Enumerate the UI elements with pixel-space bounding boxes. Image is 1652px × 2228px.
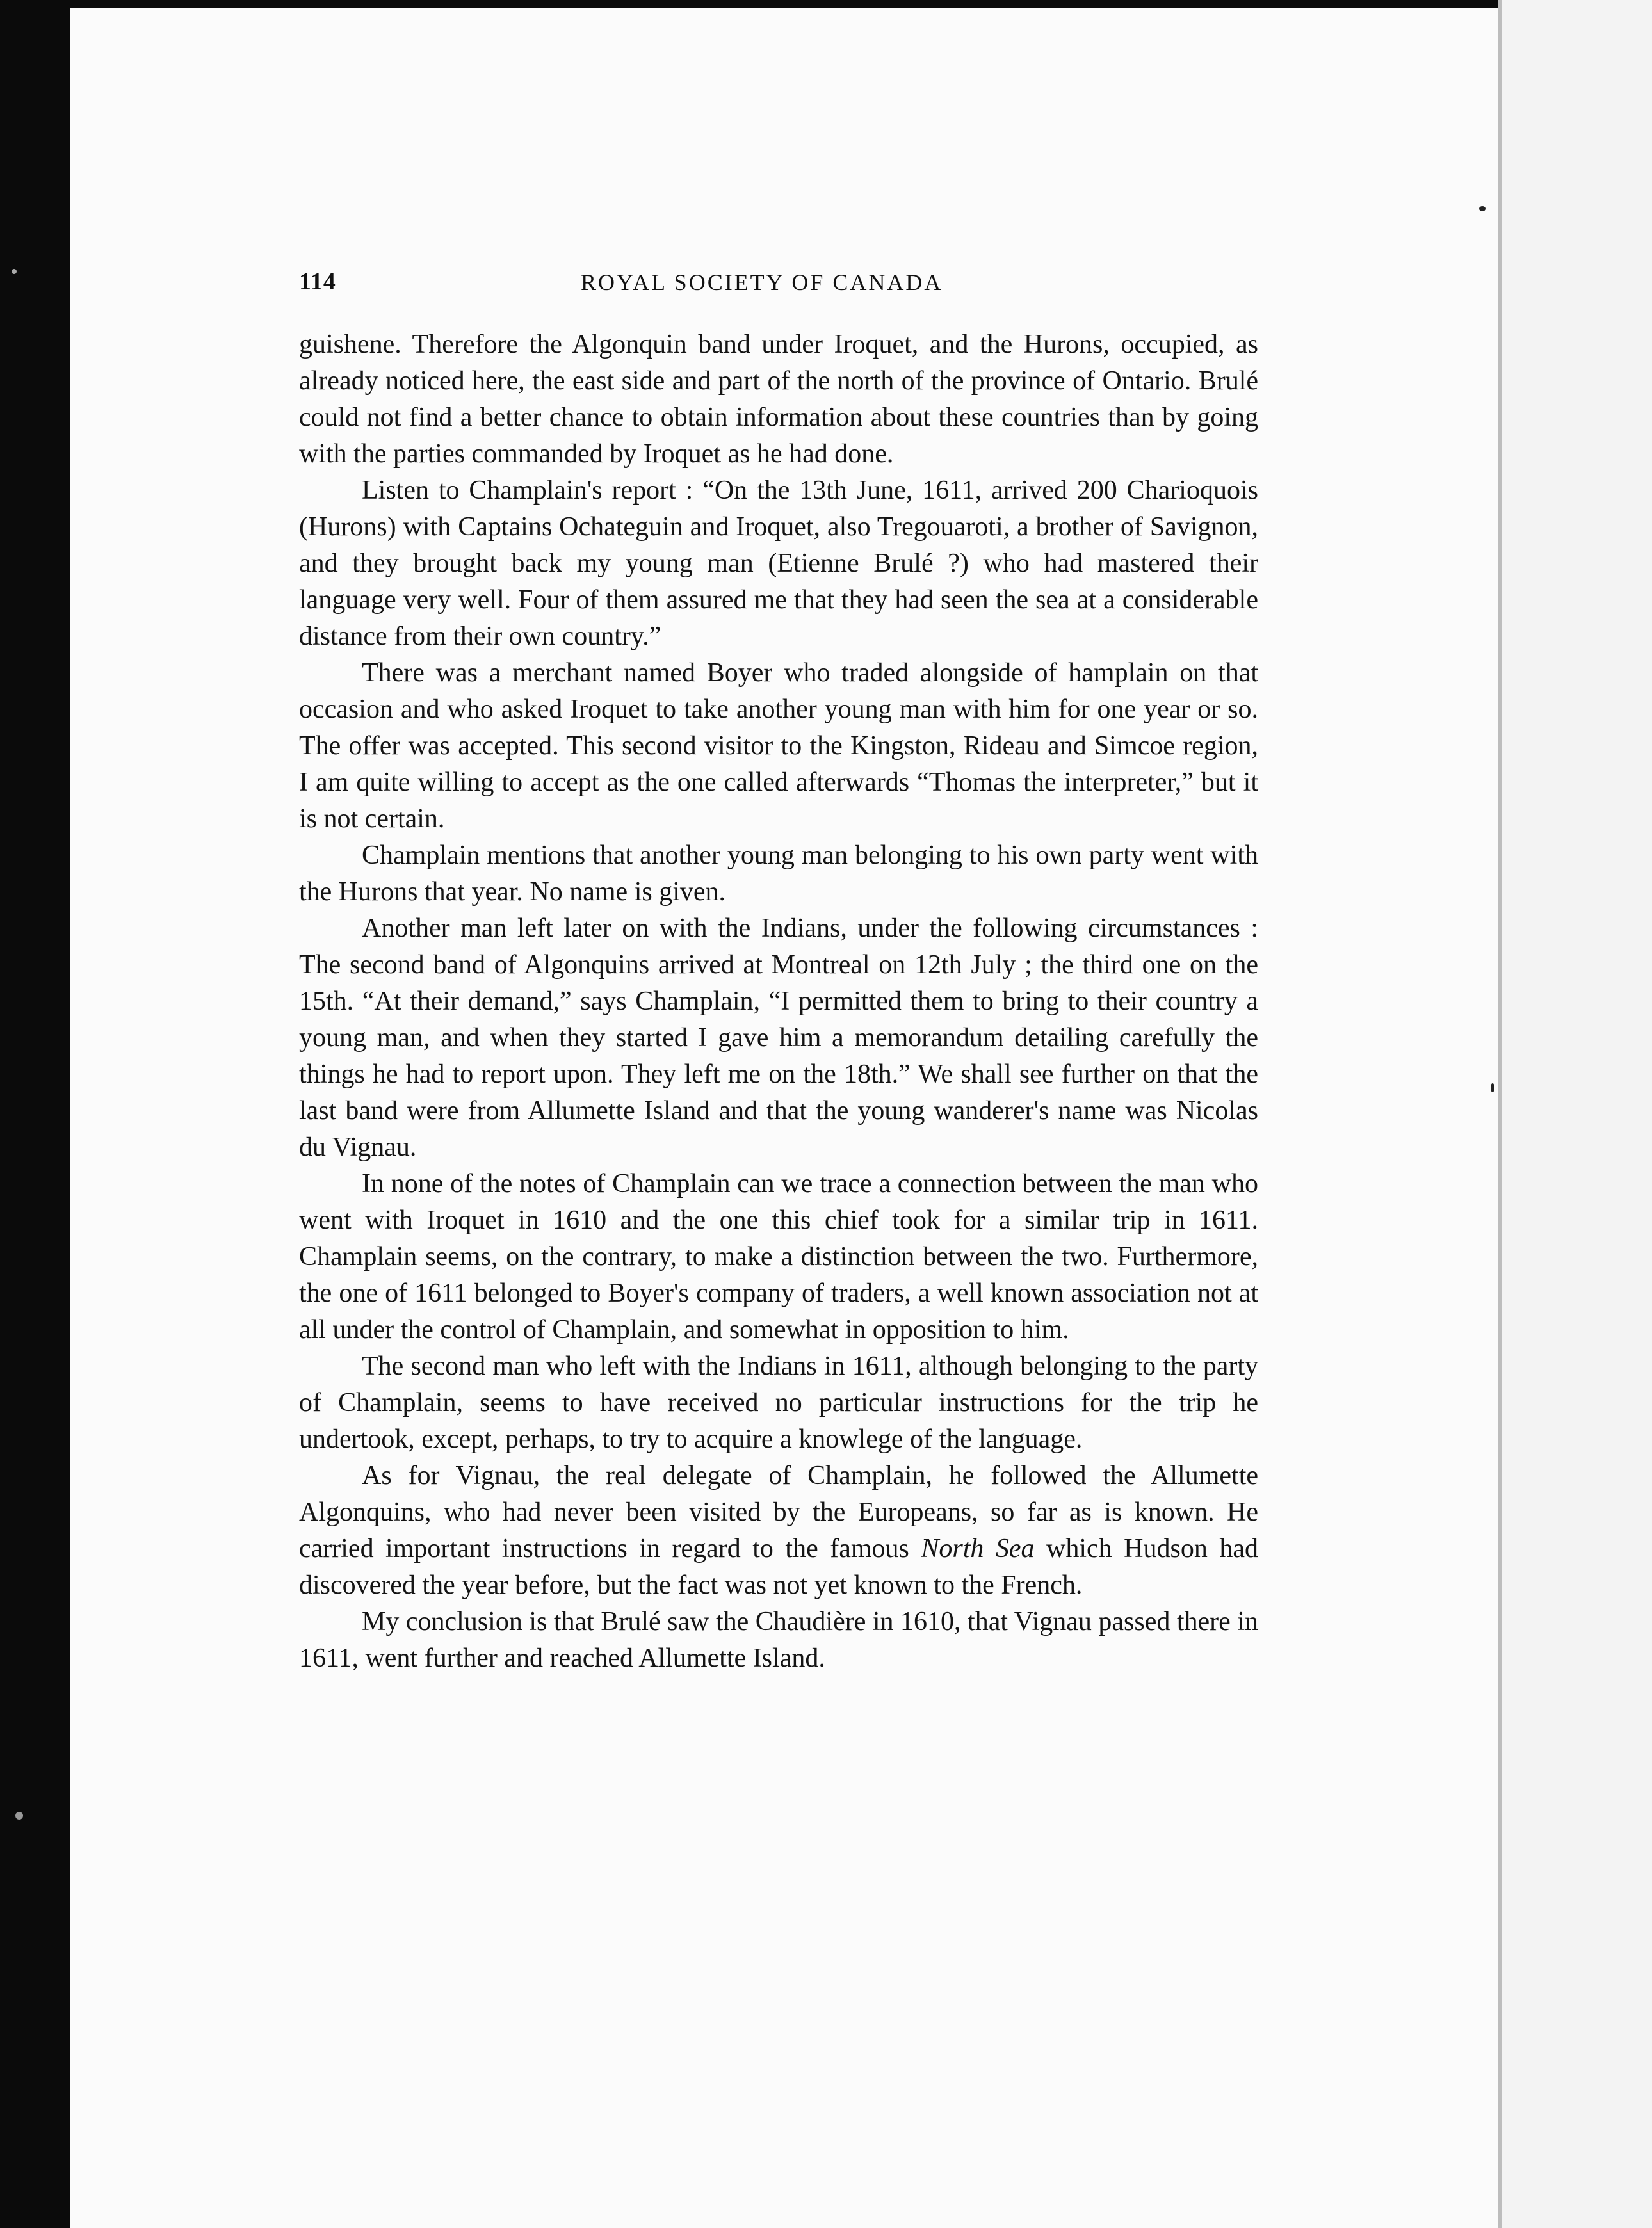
paragraph: Another man left later on with the Indians, under the following circumstances : The second band of Algonquins arrived at Montreal on 12th July ; the third one on the 15th. “At their demand,” says Champlain, “I permitted them to bring to their country a young man, and when they started I gave him a memorandum detailing carefully the things he had to report upon. They left me on the 18th.” We shall see further on that the last band were from Allumette Island and that the young wanderer's name was Nicolas du Vignau. [299, 914, 1258, 1162]
paragraph: In none of the notes of Champlain can we trace a connection between the man who went with Iroquet in 1610 and the one this chief took for a similar trip in 1611. Champlain seems, on the contrary, to make a distinction between the two. Furthermore, the one of 1611 belonged to Boyer's company of traders, a well known association not at all under the control of Champlain, and somewhat in opposition to him. [299, 1169, 1258, 1344]
running-head: ROYAL SOCIETY OF CANADA [581, 270, 943, 295]
paragraph-vignau [299, 1458, 1258, 1604]
paragraph: The second man who left with the Indians in 1611, although belonging to the party of Champlain, seems to have received no particular instructions for the trip he undertook, except, perhaps, to try to acquire a knowlege of the language. [299, 1352, 1258, 1454]
page-number: 114 [299, 268, 336, 295]
paragraph-text: which Hudson had discovered the year before, but the fact was not yet known to the French. [299, 1534, 1258, 1600]
body-text [299, 327, 1258, 1677]
facing-page-edge [1502, 0, 1652, 2228]
scan-speck [15, 1812, 23, 1820]
page-header [299, 268, 1259, 312]
paragraph: guishene. Therefore the Algonquin band under Iroquet, and the Hurons, occupied, as already noticed here, the east side and part of the north of the province of Ontario. Brulé could not find a better chance to obtain information about these countries than by going with the parties commanded by Iroquet as he had done. [299, 330, 1258, 469]
paragraph-conclusion: My conclusion is that Brulé saw the Chaudière in 1610, that Vignau passed there in 1611, went further and reached Allumette Island. [299, 1607, 1258, 1673]
paragraph: There was a merchant named Boyer who traded alongside of hamplain on that occasion and who asked Iroquet to take another young man with him for one year or so. The offer was accepted. This second visitor to the Kingston, Rideau and Simcoe region, I am quite willing to accept as the one called afterwards “Thomas the interpreter,” but it is not certain. [299, 658, 1258, 834]
scan-speck [12, 269, 17, 274]
italic-term: North Sea [921, 1534, 1035, 1563]
scan-speck [1479, 206, 1486, 211]
paragraph-text: As for Vignau, the real delegate of Champlain, he followed the Allumette Algonquins, who had never been visited by the Europeans, so far as is known. He carried important instructions in regard to the famous [299, 1461, 1258, 1563]
paragraph: Champlain mentions that another young man belonging to his own party went with the Hurons that year. No name is given. [299, 841, 1258, 907]
scan-speck [1491, 1083, 1494, 1092]
paragraph: Listen to Champlain's report : “On the 13th June, 1611, arrived 200 Charioquois (Hurons) with Captains Ochateguin and Iroquet, also Tregouaroti, a brother of Savignon, and they brought back my young man (Etienne Brulé ?) who had mastered their language very well. Four of them assured me that they had seen the sea at a considerable distance from their own country.” [299, 476, 1258, 651]
